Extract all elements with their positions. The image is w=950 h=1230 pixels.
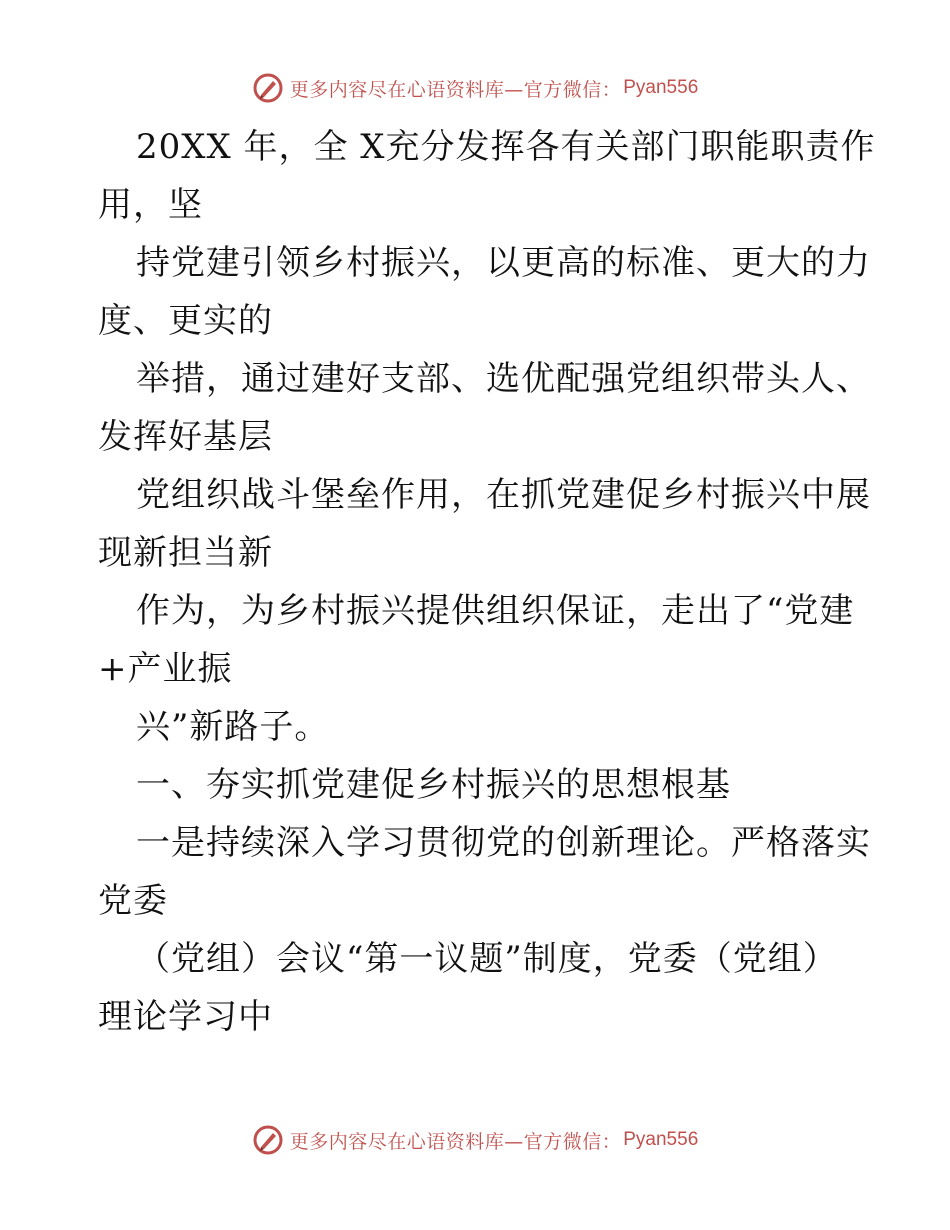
text-line: 党组织战斗堡垒作用，在抓党建促乡村振兴中展	[136, 475, 871, 515]
text-line: 20XX 年，全 X充分发挥各有关部门职能职责作	[136, 127, 876, 167]
pen-circle-logo-icon	[252, 1124, 284, 1156]
pen-circle-logo-icon	[252, 72, 284, 104]
text-line: 现新担当新	[98, 533, 273, 573]
section-heading: 一、夯实抓党建促乡村振兴的思想根基	[136, 765, 731, 805]
text-line: +产业振	[98, 649, 233, 689]
text-line: 发挥好基层	[98, 417, 273, 457]
watermark-text: 更多内容尽在心语资料库—官方微信：	[289, 78, 622, 101]
header-watermark	[0, 72, 950, 104]
watermark-account: Pyan556	[623, 1129, 699, 1150]
text-line: 度、更实的	[98, 301, 273, 341]
text-line: 理论学习中	[98, 997, 273, 1037]
watermark-account: Pyan556	[623, 77, 699, 98]
text-line: 兴”新路子。	[136, 707, 330, 747]
text-line: 用，坚	[98, 185, 203, 225]
watermark-text: 更多内容尽在心语资料库—官方微信：	[289, 1130, 622, 1153]
text-line: 党委	[98, 881, 168, 921]
text-line: 举措，通过建好支部、选优配强党组织带头人、	[136, 359, 871, 399]
text-line: 持党建引领乡村振兴，以更高的标准、更大的力	[136, 243, 871, 283]
text-line: （党组）会议“第一议题”制度，党委（党组）	[136, 939, 838, 979]
document-body	[98, 118, 876, 1046]
footer-watermark	[0, 1124, 950, 1156]
text-line: 一是持续深入学习贯彻党的创新理论。严格落实	[136, 823, 871, 863]
text-line: 作为，为乡村振兴提供组织保证，走出了“党建	[136, 591, 855, 631]
